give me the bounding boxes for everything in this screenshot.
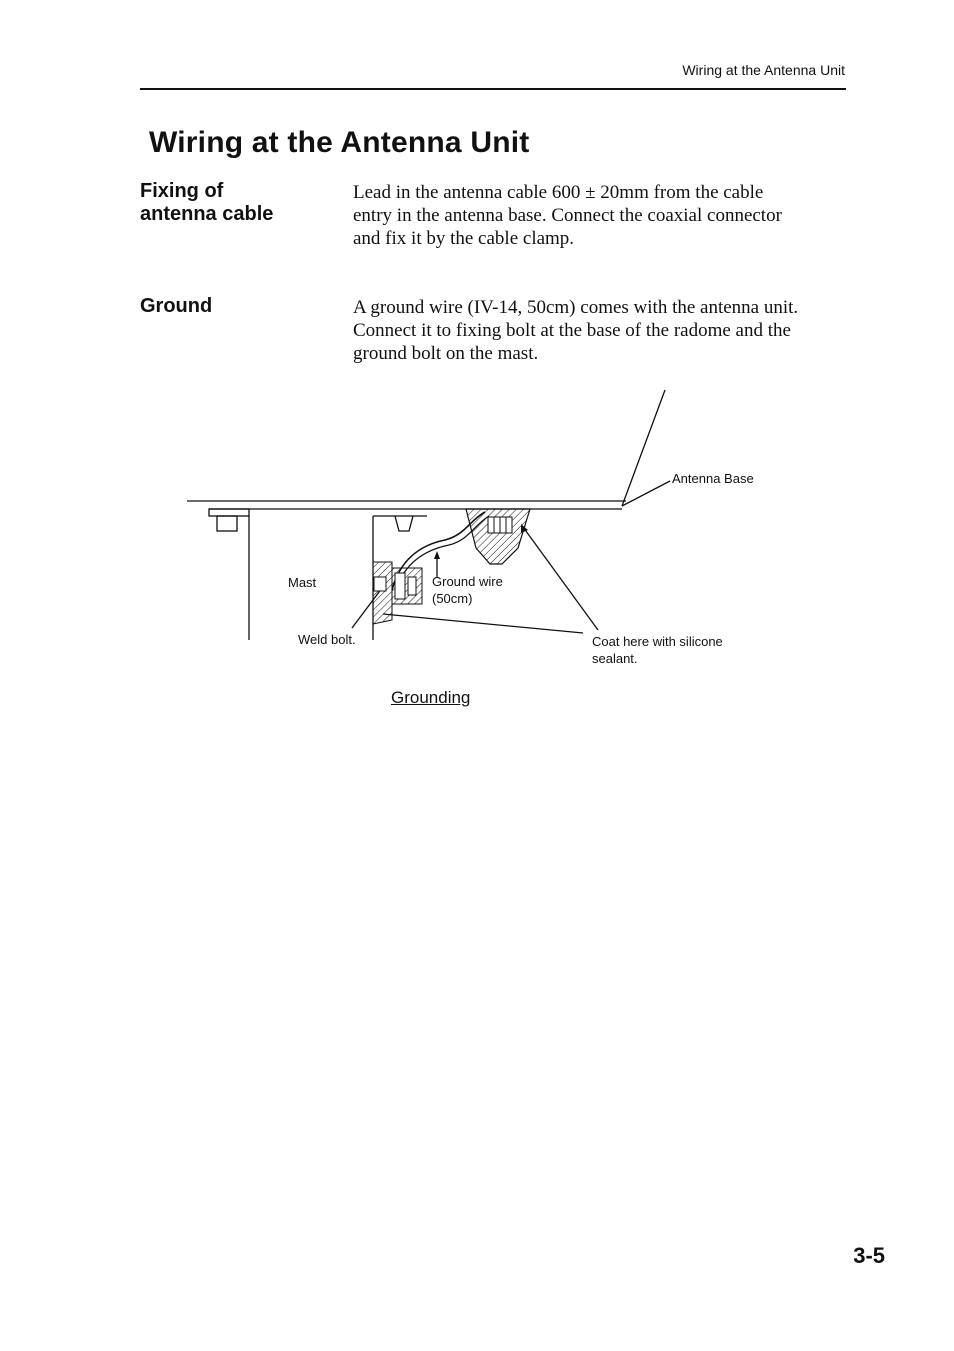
antenna-base-leader (622, 390, 665, 506)
figure-caption: Grounding (391, 688, 471, 707)
body-line: A ground wire (IV-14, 50cm) comes with the antenna unit. (353, 297, 799, 318)
header-rule (140, 88, 846, 90)
body-line: Lead in the antenna cable 600 ± 20mm from the cable (353, 182, 764, 203)
page-number: 3-5 (853, 1243, 885, 1268)
section-body-fixing-antenna-cable (353, 181, 845, 250)
mast-label: Mast (288, 575, 317, 590)
heading-line: Ground (140, 295, 213, 317)
coat-silicone-label (592, 633, 723, 667)
body-line: and fix it by the cable clamp. (353, 228, 575, 249)
ground-wire-label-line: Ground wire (432, 574, 503, 589)
heading-line: antenna cable (140, 203, 274, 225)
body-line: entry in the antenna base. Connect the coaxial connector (353, 205, 782, 226)
ground-wire-label (432, 573, 503, 607)
ground-wire-label-line: (50cm) (432, 591, 473, 606)
section-heading-ground (140, 295, 212, 318)
running-header: Wiring at the Antenna Unit (682, 62, 845, 78)
section-heading-fixing-antenna-cable (140, 180, 273, 226)
coat-silicone-label-line: Coat here with silicone (592, 634, 723, 649)
heading-line: Fixing of (140, 180, 224, 202)
antenna-base-label: Antenna Base (672, 471, 754, 486)
grounding-diagram (0, 380, 954, 680)
grounding-figure (0, 380, 954, 680)
body-line: ground bolt on the mast. (353, 343, 539, 364)
section-body-ground (353, 296, 845, 365)
body-line: Connect it to fixing bolt at the base of the radome and the (353, 320, 791, 341)
coat-silicone-label-line: sealant. (592, 651, 638, 666)
page-title: Wiring at the Antenna Unit (149, 126, 530, 159)
weld-bolt-label: Weld bolt. (298, 632, 356, 647)
